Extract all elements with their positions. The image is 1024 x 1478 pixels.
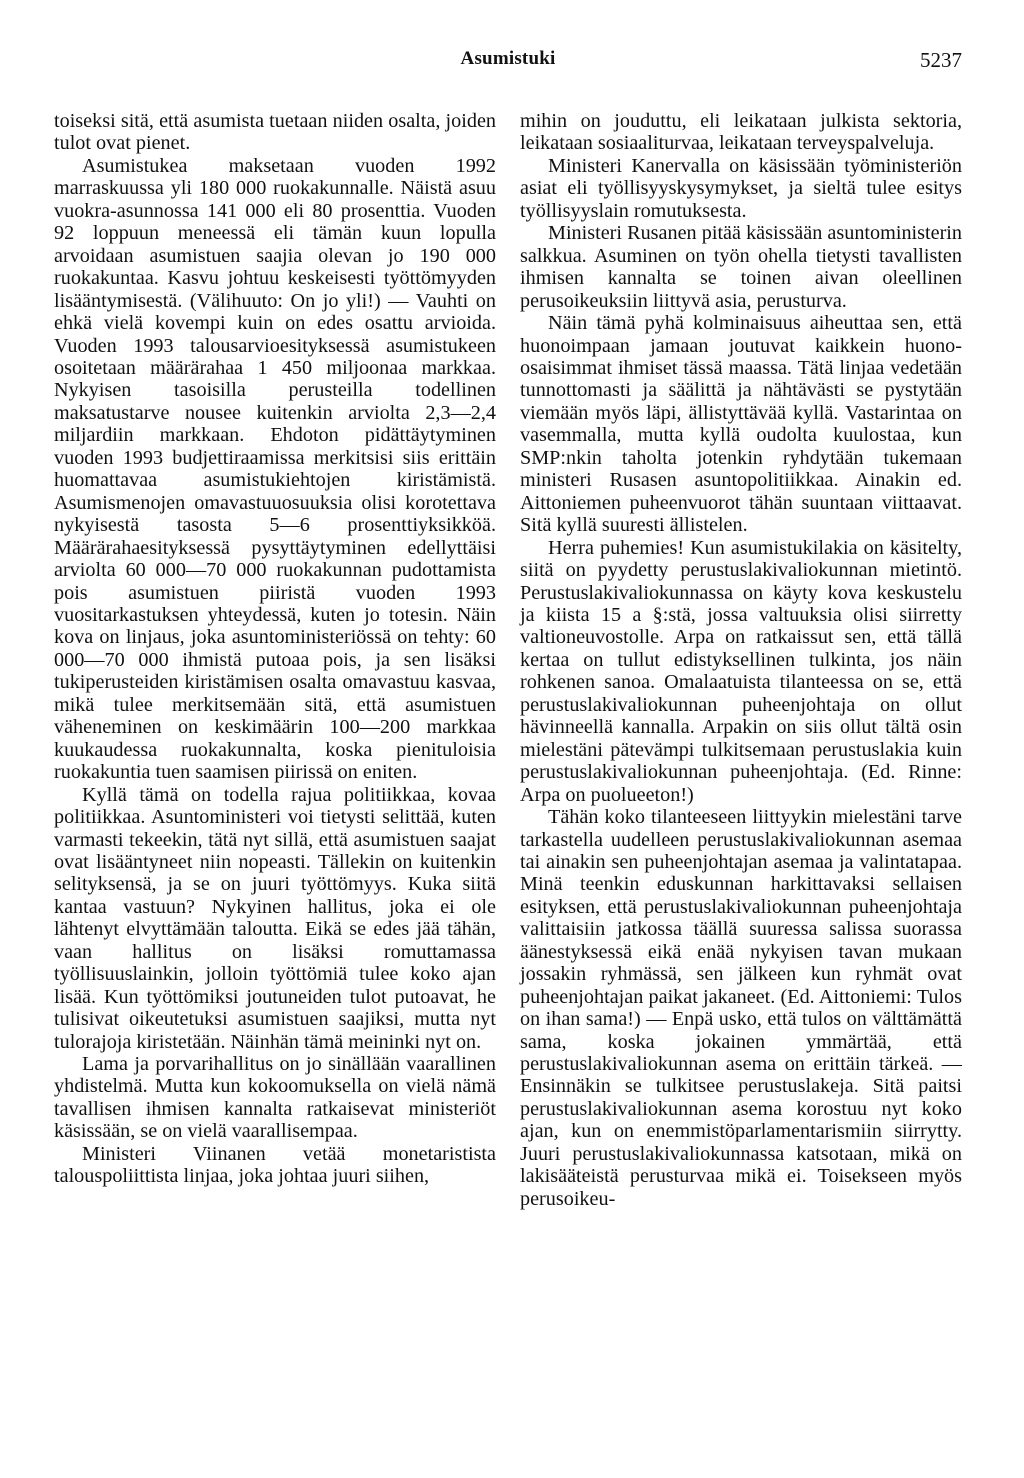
paragraph: Tähän koko tilanteeseen liittyykin mielestäni tarve tarkastella uudelleen perustuslakivaliokunnan asemaa tai ainakin sen puheenjohtajan asemaa ja valintatapaa. Minä teenkin eduskunnan harkittavaksi sellaisen esityksen, että perustuslakivaliokunnan puheenjohtaja valittaisiin jatkossa täällä suuressa salissa suorassa äänestyksessä eikä enää nykyisen tavan mukaan jossakin ryhmässä, sen jälkeen kun ryhmät ovat puheenjohtajan paikat jakaneet. (Ed. Aittoniemi: Tulos on ihan sama!) — Enpä usko, että tulos on välttämättä sama, koska jokainen ymmärtää, että perustuslakivaliokunnan asema on erittäin tärkeä. — Ensinnäkin se tulkitsee perustuslakeja. Sitä paitsi perustuslakivaliokunnan asema korostuu nyt koko ajan, kun on enemmistöparlamentarismiin siirrytty. Juuri perustuslakivaliokunnassa katsotaan, mikä on lakisääteistä perusturvaa mikä ei. Toisekseen myös perusoikeu-	[520, 806, 962, 1210]
paragraph: toiseksi sitä, että asumista tuetaan niiden osalta, joiden tulot ovat pienet.	[54, 110, 496, 155]
paragraph: Kyllä tämä on todella rajua politiikkaa, kovaa politiikkaa. Asuntoministeri voi tietysti selittää, kuten varmasti tekeekin, tätä nyt sillä, että asumistuen saajat ovat lisääntyneet niin nopeasti. Tällekin on kuitenkin selityksensä, ja se on juuri työttömyys. Kuka siitä kantaa vastuun? Nykyinen hallitus, joka ei ole lähtenyt elvyttämään taloutta. Eikä se edes jää tähän, vaan hallitus on lisäksi romuttamassa työllisuuslainkin, jolloin työttömiä tulee koko ajan lisää. Kun työttömiksi joutuneiden tulot putoavat, he tulisivat oikeutetuksi asumistuen saajiksi, mutta nyt tulorajoja kiristetään. Näinhän tämä meininki nyt on.	[54, 783, 496, 1053]
paragraph: Asumistukea maksetaan vuoden 1992 marraskuussa yli 180 000 ruokakunnalle. Näistä asuu vuokra-asunnossa 141 000 eli 80 prosenttia. Vuoden 92 loppuun meneessä eli tämän kuun lopulla arvoidaan asumistuen saajia olevan jo 190 000 ruokakuntaa. Kasvu johtuu keskeisesti työttömyyden lisääntymisestä. (Välihuuto: On jo yli!) — Vauhti on ehkä vielä kovempi kuin on edes osattu arvioida. Vuoden 1993 talousarvioesityksessä asumistukeen osoitetaan määrärahaa 1 450 miljoonaa markkaa. Nykyisen tasoisilla perusteilla todellinen maksatustarve nousee kuitenkin arviolta 2,3—2,4 miljardiin markkaan. Ehdoton pidättäytyminen vuoden 1993 budjettiraamissa merkitsisi siis erittäin huomattavaa asumistukiehtojen kiristämistä. Asumismenojen omavastuuosuuksia olisi korotettava nykyisestä tasosta 5—6 prosenttiyksikköä. Määrärahaesityksessä pysyttäytyminen edellyttäisi arviolta 60 000—70 000 ruokakunnan pudottamista pois asumistuen piiristä vuoden 1993 vuositarkastuksen yhteydessä, kuten jo totesin. Näin kova on linjaus, joka asuntoministeriössä on tehty: 60 000—70 000 ihmistä putoaa pois, ja sen lisäksi tukiperusteiden kiristämisen osalta omavastuu kasvaa, mikä tulee merkitsemään sitä, että asumistuen väheneminen on keskimäärin 100—200 markkaa kuukaudessa ruokakunnalta, koska pienituloisia ruokakuntia tuen saamisen piirissä on eniten.	[54, 154, 496, 784]
paragraph: Ministeri Kanervalla on käsissään työministeriön asiat eli työllisyyskysymykset, ja sieltä tulee esitys työllisyyslain romutuksesta.	[520, 154, 962, 222]
paragraph: Lama ja porvarihallitus on jo sinällään vaarallinen yhdistelmä. Mutta kun kokoomuksella on vielä nämä tavallisen ihmisen kannalta ratkaisevat ministeriöt käsissään, se on vielä vaarallisempaa.	[54, 1053, 496, 1143]
paragraph: mihin on jouduttu, eli leikataan julkista sektoria, leikataan sosiaaliturvaa, leikataan terveyspalveluja.	[520, 110, 962, 155]
running-title: Asumistuki	[460, 48, 556, 69]
page-number: 5237	[920, 48, 962, 72]
right-column	[520, 110, 962, 1210]
page-header	[54, 48, 962, 74]
paragraph: Ministeri Rusanen pitää käsissään asuntoministerin salkkua. Asuminen on työn ohella tietysti tavallisten ihmisen kannalta se toinen aivan oleellinen perusoikeuksiin liittyvä asia, perusturva.	[520, 222, 962, 312]
paragraph: Näin tämä pyhä kolminaisuus aiheuttaa sen, että huonoimpaan jamaan joutuvat kaikkein huono-osaisimmat ihmiset tässä maassa. Tätä linjaa vedetään tunnottomasti ja säälittä ja nähtävästi se pystytään viemään myös läpi, ällistyttävää kyllä. Vastarintaa on vasemmalla, mutta kyllä oudolta kuulostaa, kun SMP:nkin taholta jotenkin ryhdytään tukemaan ministeri Rusasen asuntopolitiikkaa. Ainakin ed. Aittoniemen puheenvuorot tähän suuntaan viittaavat. Sitä kyllä suuresti ällistelen.	[520, 312, 962, 537]
left-column	[54, 110, 496, 1188]
paragraph: Herra puhemies! Kun asumistukilakia on käsitelty, siitä on pyydetty perustuslakivaliokunnan mietintö. Perustuslakivaliokunnassa on käyty kova keskustelu ja kiista 15 a §:stä, jossa valtuuksia olisi siirretty valtioneuvostolle. Arpa on ratkaissut sen, että tällä kertaa on tullut edistyksellinen tulkinta, jos näin rohkenen sanoa. Omalaatuista tilanteessa on se, että perustuslakivaliokunnan puheenjohtaja on ollut hävinneellä kannalla. Arpakin on siis ollut tältä osin mielestäni pätevämpi tulkitsemaan perustuslakia kuin perustuslakivaliokunnan puheenjohtaja. (Ed. Rinne: Arpa on puolueeton!)	[520, 536, 962, 806]
paragraph: Ministeri Viinanen vetää monetaristista talouspoliittista linjaa, joka johtaa juuri siihen,	[54, 1142, 496, 1188]
